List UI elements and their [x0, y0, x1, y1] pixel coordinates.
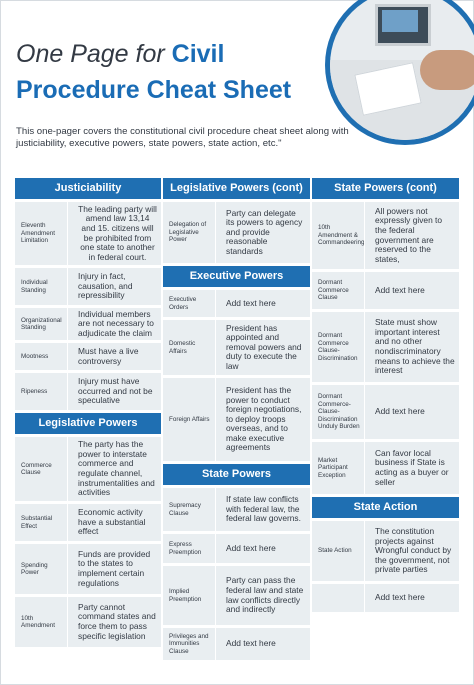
table-row — [15, 268, 161, 305]
table-row — [163, 628, 310, 660]
row-label: Delegation of Legislative Power — [169, 221, 207, 244]
row-text: Economic activity have a substantial effect — [67, 504, 161, 541]
row-label: Privileges and Immunities Clause — [169, 632, 209, 655]
table-row — [163, 320, 310, 375]
row-text: Must have a live controversy — [67, 343, 161, 370]
row-label: Market Participant Exception — [318, 456, 348, 479]
column-2 — [163, 178, 310, 663]
title-line-two: Procedure Cheat Sheet — [16, 76, 292, 104]
row-label: Organizational Standing — [21, 316, 62, 331]
row-text: Add text here — [215, 290, 310, 317]
row-text: State must show important interest and no other nondiscriminatory means to achieve the interest — [364, 312, 459, 382]
table-row — [15, 437, 161, 501]
table-row — [163, 202, 310, 263]
row-label: Dormant Commerce Clause — [318, 279, 349, 302]
row-text: Individual members are not necessary to adjudicate the claim — [67, 308, 161, 340]
row-text: Party can delegate its powers to agency and provide reasonable standards — [215, 202, 310, 263]
page-title — [16, 36, 291, 108]
row-text: Add text here — [215, 628, 310, 660]
row-label: Executive Orders — [169, 296, 197, 311]
row-label: Mootness — [21, 352, 49, 360]
table-row — [163, 534, 310, 563]
section-heading-state-powers-cont: State Powers (cont) — [312, 178, 459, 199]
row-label: Foreign Affairs — [169, 415, 210, 423]
table-row — [15, 308, 161, 340]
table-row — [312, 202, 459, 269]
row-text: Add text here — [364, 385, 459, 439]
row-text: Injury in fact, causation, and repressibility — [67, 268, 161, 305]
table-row — [15, 597, 161, 647]
column-3 — [312, 178, 459, 615]
photo-laptop-screen — [382, 10, 418, 32]
row-text: President has the power to conduct foreign negotiations, to deploy troops overseas, and to make executive agreements — [215, 378, 310, 461]
section-heading-executive-powers: Executive Powers — [163, 266, 310, 287]
row-label: Dormant Commerce-Clause-Discrimination Unduly Burden — [318, 393, 360, 431]
table-row — [15, 373, 161, 410]
table-row — [312, 385, 459, 439]
row-label: Eleventh Amendment Limitation — [21, 222, 55, 245]
title-part-two: Civil — [171, 40, 225, 68]
row-label: Spending Power — [21, 561, 48, 576]
row-text: Party cannot command states and force them to pass specific legislation — [67, 597, 161, 647]
row-text: If state law conflicts with federal law, the federal law governs. — [215, 488, 310, 531]
row-text: The leading party will amend law 13,14 and 15. citizens will be prohibited from one state to another in federal court. — [67, 202, 161, 265]
section-heading-legislative-powers-cont: Legislative Powers (cont) — [163, 178, 310, 199]
table-row — [312, 312, 459, 382]
row-text: The party has the power to interstate commerce and regulate channel, instrumentalities and activities — [67, 437, 161, 501]
description: This one-pager covers the constitutional civil procedure cheat sheet along with justiciability, executive powers, state powers, state action, etc." — [16, 126, 349, 149]
row-text: Can favor local business if State is acting as a buyer or seller — [364, 442, 459, 494]
row-text: Add text here — [364, 272, 459, 309]
table-row — [163, 488, 310, 531]
title-part-one: One Page for — [16, 40, 172, 68]
section-heading-state-action: State Action — [312, 497, 459, 518]
row-label: Dormant Commerce Clause- Discrimination — [318, 332, 358, 362]
table-row — [312, 442, 459, 494]
table-row — [163, 566, 310, 625]
table-row — [312, 272, 459, 309]
row-label: State Action — [318, 547, 352, 555]
table-row — [163, 378, 310, 461]
row-label: Commerce Clause — [21, 461, 52, 476]
row-text: Add text here — [364, 584, 459, 612]
section-heading-state-powers: State Powers — [163, 464, 310, 485]
row-label: Domestic Affairs — [169, 340, 196, 355]
photo-arm — [420, 50, 474, 90]
row-text: Add text here — [215, 534, 310, 563]
row-label: Implied Preemption — [169, 588, 202, 603]
row-text: President has appointed and removal powers and duty to execute the law — [215, 320, 310, 375]
row-label: Individual Standing — [21, 279, 48, 294]
row-text: The constitution projects against Wrongful conduct by the government, not private parties — [364, 521, 459, 581]
table-row — [15, 544, 161, 594]
row-label: 10th Amendment — [21, 614, 55, 629]
row-label: Express Preemption — [169, 541, 202, 556]
row-label: Substantial Effect — [21, 515, 53, 530]
office-photo — [330, 0, 474, 140]
table-row — [15, 202, 161, 265]
row-text: All powers not expressly given to the federal government are reserved to the states, — [364, 202, 459, 269]
section-heading-justiciability: Justiciability — [15, 178, 161, 199]
row-label: Supremacy Clause — [169, 502, 201, 517]
table-row — [312, 521, 459, 581]
row-label — [312, 584, 364, 612]
section-heading-legislative-powers: Legislative Powers — [15, 413, 161, 434]
row-label: 10th Amendment & Commandeering — [318, 224, 365, 247]
row-text: Funds are provided to the states to implement certain regulations — [67, 544, 161, 594]
table-row — [312, 584, 459, 612]
table-row — [15, 504, 161, 541]
table-row — [163, 290, 310, 317]
row-label: Ripeness — [21, 387, 48, 395]
column-1 — [15, 178, 161, 650]
row-text: Injury must have occurred and not be speculative — [67, 373, 161, 410]
row-text: Party can pass the federal law and state law conflicts directly and indirectly — [215, 566, 310, 625]
table-row — [15, 343, 161, 370]
